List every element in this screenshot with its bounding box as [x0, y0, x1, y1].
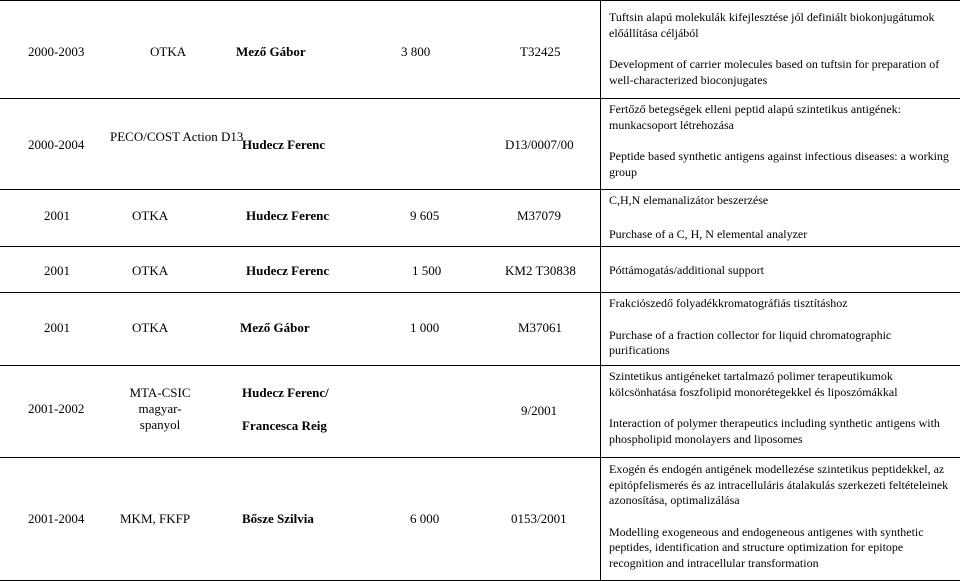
column-divider — [600, 0, 601, 581]
amount-cell: 6 000 — [410, 511, 440, 526]
code-cell: KM2 T30838 — [505, 263, 576, 278]
description-cell — [609, 296, 954, 359]
year-cell: 2001 — [44, 263, 70, 278]
person-cell: Mező Gábor — [236, 44, 306, 59]
rule — [0, 292, 960, 293]
code-cell: T32425 — [520, 44, 561, 59]
code-cell: D13/0007/00 — [505, 137, 574, 152]
description-en: Development of carrier molecules based on tuftsin for preparation of well-characterized bioconjugates — [609, 57, 940, 87]
amount-cell: 9 605 — [410, 208, 440, 223]
person-cell: Hudecz Ferenc — [246, 263, 330, 278]
funder-cell: OTKA — [150, 44, 187, 59]
description-hu: Tuftsin alapú molekulák kifejlesztése jól definiált biokonjugátumok előállítása céljából — [609, 10, 935, 40]
year-cell: 2000-2004 — [28, 137, 85, 152]
description-en: Peptide based synthetic antigens against infectious diseases: a working group — [609, 149, 949, 179]
funder-line: spanyol — [139, 417, 181, 432]
funder-line: MTA-CSIC — [129, 385, 191, 400]
code-cell: M37079 — [517, 208, 562, 223]
description-cell — [609, 462, 954, 571]
description-hu: Fertőző betegségek elleni peptid alapú szintetikus antigének: munkacsoport létrehozása — [609, 102, 901, 132]
year-cell: 2001 — [44, 320, 70, 335]
description-hu: Frakciószedő folyadékkromatográfiás tisztításhoz — [609, 296, 848, 310]
code-cell: 9/2001 — [521, 403, 558, 418]
description-hu: C,H,N elemanalizátor beszerzése — [609, 193, 769, 207]
person-cell: Bősze Szilvia — [242, 511, 314, 526]
description-en: Purchase of a fraction collector for liquid chromatographic purifications — [609, 327, 892, 357]
year-cell: 2001-2002 — [28, 401, 85, 416]
description-cell — [609, 369, 954, 447]
year-cell: 2001-2004 — [28, 511, 85, 526]
description-en: Purchase of a C, H, N elemental analyzer — [609, 227, 808, 241]
person-cell-2: Francesca Reig — [242, 418, 327, 433]
description-cell — [609, 10, 954, 88]
amount-cell: 1 500 — [412, 263, 442, 278]
rule — [0, 98, 960, 99]
year-cell: 2001 — [44, 208, 70, 223]
funder-cell: OTKA — [132, 263, 169, 278]
description-hu: Exogén és endogén antigének modellezése szintetikus peptidekkel, az epitópfelismerés és az intracelluláris átalakulás szerkezeti feltételeinek azonosítása, optimalizálása — [609, 462, 949, 507]
amount-cell: 3 800 — [401, 44, 431, 59]
description-en: Modelling exogeneous and endogeneous antigenes with synthetic peptides, identification and structure optimization for epitope recognition and intracellular transformation — [609, 524, 924, 570]
person-cell: Hudecz Ferenc — [246, 208, 330, 223]
code-cell: M37061 — [518, 320, 563, 335]
year-cell: 2000-2003 — [28, 44, 85, 59]
funder-cell: OTKA — [132, 320, 169, 335]
code-cell: 0153/2001 — [511, 511, 567, 526]
description-en: Interaction of polymer therapeutics including synthetic antigens with phospholipid monolayers and liposomes — [609, 416, 940, 446]
funder-line: magyar- — [138, 401, 182, 416]
description-cell — [609, 102, 954, 180]
person-cell: Hudecz Ferenc — [242, 137, 326, 152]
rule — [0, 0, 960, 1]
rule — [0, 365, 960, 366]
funder-cell: PECO/COST Action D13 — [110, 129, 244, 144]
person-cell: Mező Gábor — [240, 320, 310, 335]
funder-cell: OTKA — [132, 208, 169, 223]
rule — [0, 189, 960, 190]
person-cell: Hudecz Ferenc/ — [242, 385, 329, 400]
funder-cell: MKM, FKFP — [120, 511, 191, 526]
description-hu: Póttámogatás/additional support — [609, 263, 764, 277]
rule — [0, 246, 960, 247]
amount-cell: 1 000 — [410, 320, 440, 335]
description-hu: Szintetikus antigéneket tartalmazó polimer terapeutikumok kölcsönhatása foszfolipid monorétegekkel és liposzómákkal — [609, 369, 898, 399]
rule — [0, 457, 960, 458]
